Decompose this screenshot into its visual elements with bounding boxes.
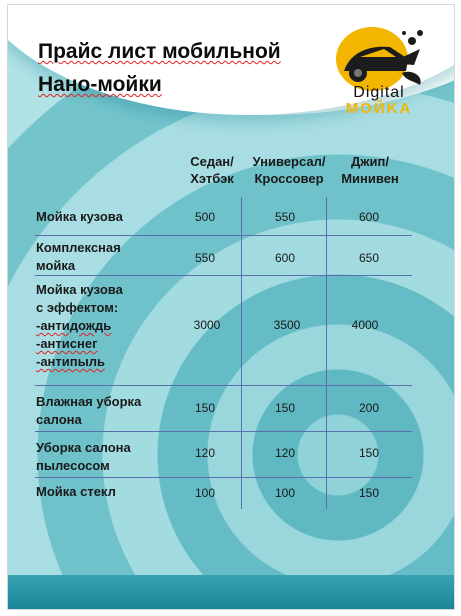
price-cell: 3500 bbox=[273, 318, 301, 332]
table-column-divider bbox=[326, 197, 327, 509]
column-header-line: Минивен bbox=[341, 171, 399, 186]
table-divider bbox=[35, 477, 412, 478]
row-label-line: Уборка салона bbox=[36, 440, 131, 455]
price-cell: 120 bbox=[274, 446, 296, 460]
price-cell: 550 bbox=[194, 251, 216, 265]
price-cell: 150 bbox=[194, 401, 216, 415]
table-divider bbox=[35, 235, 412, 236]
row-label-line: с эффектом: bbox=[36, 300, 119, 315]
price-cell: 150 bbox=[274, 401, 296, 415]
row-label-line: Мойка кузова bbox=[36, 209, 123, 224]
table-divider bbox=[35, 275, 412, 276]
column-header-line: Хэтбэк bbox=[190, 171, 234, 186]
row-label-line: -антипыль bbox=[36, 354, 105, 369]
price-cell: 600 bbox=[274, 251, 296, 265]
row-label-line: пылесосом bbox=[36, 458, 110, 473]
logo-line-1: Digital bbox=[353, 84, 405, 101]
title-line-2: Нано-мойки bbox=[38, 73, 162, 96]
price-cell: 150 bbox=[358, 446, 380, 460]
column-header-line: Универсал/ bbox=[252, 154, 326, 169]
row-label-line: Влажная уборка bbox=[36, 394, 142, 409]
row-label-line: Комплексная bbox=[36, 240, 121, 255]
price-cell: 600 bbox=[358, 210, 380, 224]
row-label-line: -антиснег bbox=[36, 336, 98, 351]
column-header-line: Седан/ bbox=[190, 154, 234, 169]
row-label-line: Мойка кузова bbox=[36, 282, 123, 297]
column-header-sedan bbox=[176, 153, 248, 187]
footer-strip bbox=[8, 575, 454, 609]
row-label-line: мойка bbox=[36, 258, 76, 273]
price-cell: 550 bbox=[274, 210, 296, 224]
title-line-1: Прайс лист мобильной bbox=[38, 40, 281, 63]
logo-line-2: MOЙKA bbox=[345, 100, 413, 117]
price-cell: 650 bbox=[358, 251, 380, 265]
table-divider bbox=[35, 385, 412, 386]
table-divider bbox=[35, 431, 412, 432]
column-header-line: Джип/ bbox=[351, 154, 389, 169]
row-label-line: -антидождь bbox=[36, 318, 112, 333]
price-cell: 500 bbox=[194, 210, 216, 224]
table-column-divider bbox=[241, 197, 242, 509]
price-cell: 4000 bbox=[351, 318, 379, 332]
column-header-universal bbox=[248, 153, 330, 187]
price-cell: 100 bbox=[274, 486, 296, 500]
price-cell: 200 bbox=[358, 401, 380, 415]
logo-wordmark bbox=[324, 85, 434, 116]
column-header-jeep bbox=[330, 153, 410, 187]
price-cell: 150 bbox=[358, 486, 380, 500]
row-label-line: Мойка стекл bbox=[36, 484, 116, 499]
price-cell: 3000 bbox=[193, 318, 221, 332]
page-title bbox=[38, 35, 328, 101]
row-label-line: салона bbox=[36, 412, 82, 427]
price-list-slide bbox=[8, 5, 454, 609]
price-cell: 120 bbox=[194, 446, 216, 460]
column-header-line: Кроссовер bbox=[254, 171, 324, 186]
price-cell: 100 bbox=[194, 486, 216, 500]
